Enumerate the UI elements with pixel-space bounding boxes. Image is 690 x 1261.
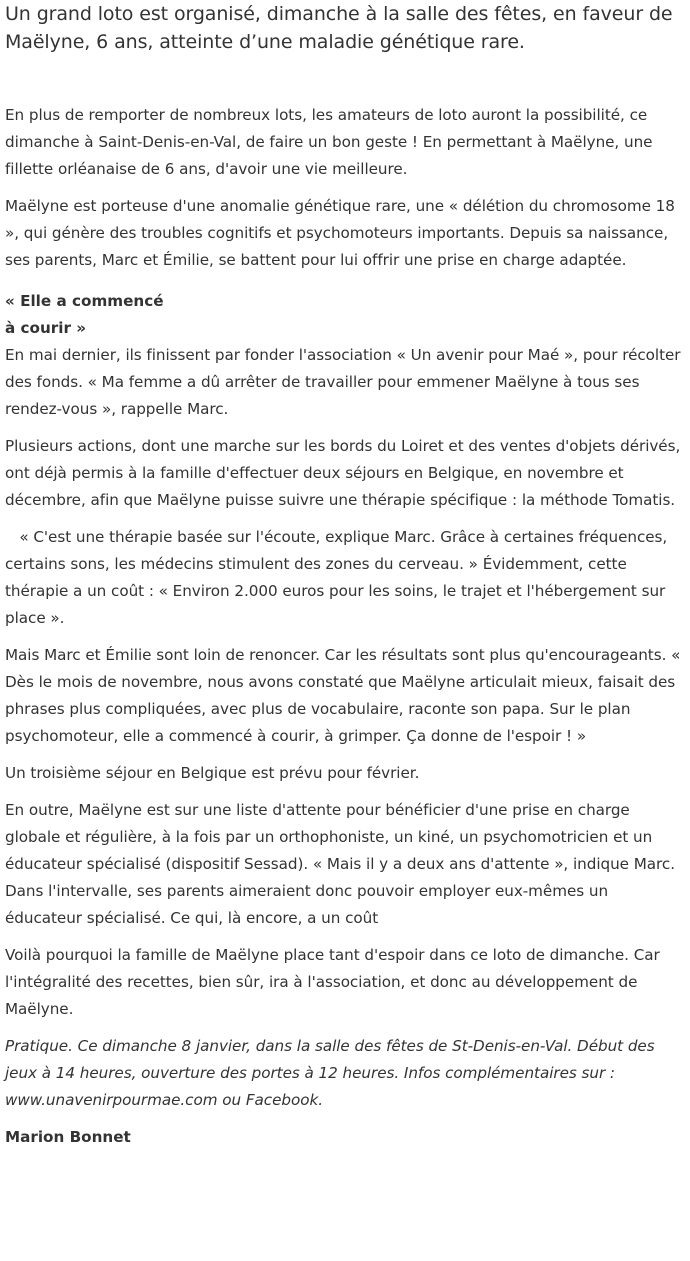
paragraph-therapy: « C'est une thérapie basée sur l'écoute, explique Marc. Grâce à certaines fréquences, certains sons, les médecins stimulent des zones du cerveau. » Évidemment, cette thérapie a un coût : « Environ 2.000 euros pour les soins, le trajet et l'hébergement sur place ». <box>5 528 672 627</box>
paragraph-condition: Maëlyne est porteuse d'une anomalie génétique rare, une « délétion du chromosome 18 », qui génère des troubles cognitifs et psychomoteurs importants. Depuis sa naissance, ses parents, Marc et Émilie, se battent pour lui offrir une prise en charge adaptée. <box>5 197 675 269</box>
paragraph-intro: En plus de remporter de nombreux lots, les amateurs de loto auront la possibilité, ce dimanche à Saint-Denis-en-Val, de faire un bon geste ! En permettant à Maëlyne, une fillette orléanaise de 6 ans, d'avoir une vie meilleure. <box>5 106 653 178</box>
subheading-line-2: à courir » <box>5 319 87 337</box>
subheading <box>5 288 685 342</box>
practical-info: Pratique. Ce dimanche 8 janvier, dans la salle des fêtes de St-Denis-en-Val. Début des jeux à 14 heures, ouverture des portes à 12 heures. Infos complémentaires sur : www.unavenirpourmae.com ou Facebook. <box>5 1037 655 1109</box>
paragraph-results: Mais Marc et Émilie sont loin de renoncer. Car les résultats sont plus qu'encourageants. « Dès le mois de novembre, nous avons constaté que Maëlyne articulait mieux, faisait des phrases plus compliquées, avec plus de vocabulaire, raconte son papa. Sur le plan psychomoteur, elle a commencé à courir, à grimper. Ça donne de l'espoir ! » <box>5 646 681 745</box>
paragraph-actions: Plusieurs actions, dont une marche sur les bords du Loiret et des ventes d'objets dérivés, ont déjà permis à la famille d'effectuer deux séjours en Belgique, en novembre et décembre, afin que Maëlyne puisse suivre une thérapie spécifique : la méthode Tomatis. <box>5 437 681 509</box>
paragraph-association: En mai dernier, ils finissent par fonder l'association « Un avenir pour Maé », pour récolter des fonds. « Ma femme a dû arrêter de travailler pour emmener Maëlyne à tous ses rendez-vous », rappelle Marc. <box>5 346 681 418</box>
paragraph-loto-hope: Voilà pourquoi la famille de Maëlyne place tant d'espoir dans ce loto de dimanche. Car l'intégralité des recettes, bien sûr, ira à l'association, et donc au développement de Maëlyne. <box>5 946 660 1018</box>
paragraph-third-stay: Un troisième séjour en Belgique est prévu pour février. <box>5 764 420 782</box>
article-headline: Un grand loto est organisé, dimanche à la salle des fêtes, en faveur de Maëlyne, 6 ans, atteinte d’une maladie génétique rare. <box>5 3 673 53</box>
paragraph-waiting-list: En outre, Maëlyne est sur une liste d'attente pour bénéficier d'une prise en charge globale et régulière, à la fois par un orthophoniste, un kiné, un psychomotricien et un éducateur spécialisé (dispositif Sessad). « Mais il y a deux ans d'attente », indique Marc. Dans l'intervalle, ses parents aimeraient donc pouvoir employer eux-mêmes un éducateur spécialisé. Ce qui, là encore, a un coût <box>5 801 675 927</box>
subheading-line-1: « Elle a commencé <box>5 292 164 310</box>
article-body <box>5 102 685 1151</box>
author-byline: Marion Bonnet <box>5 1128 131 1146</box>
